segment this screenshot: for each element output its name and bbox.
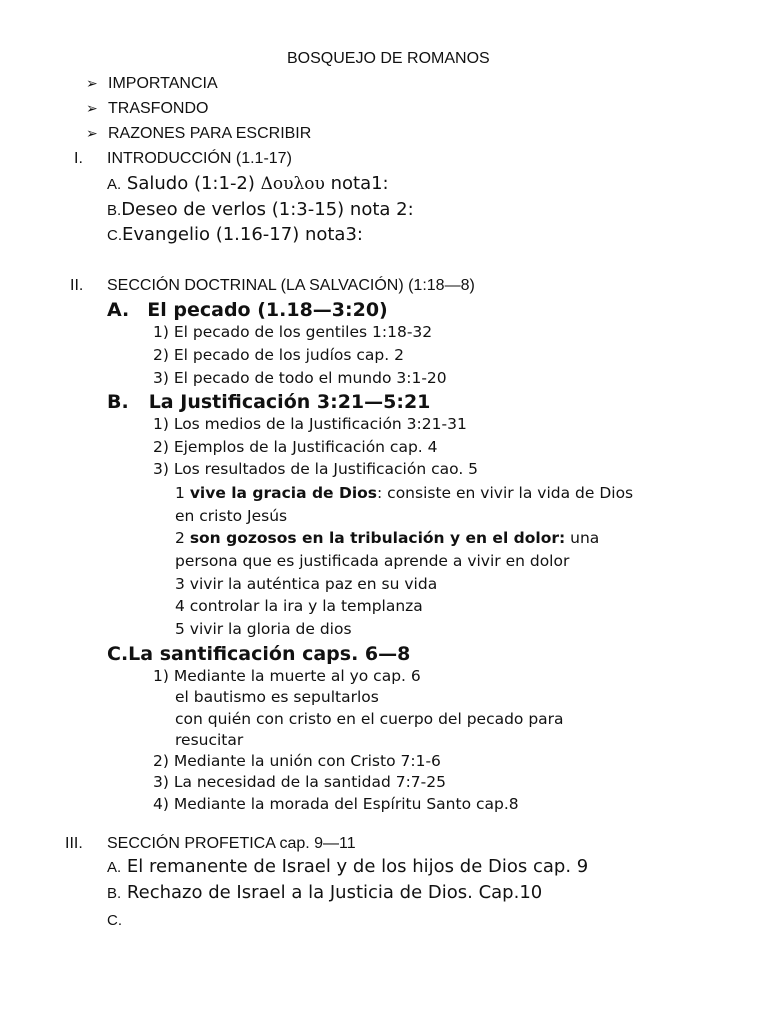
list-item: B. Rechazo de Israel a la Justicia de Dios. Cap.10 bbox=[107, 882, 543, 903]
arrow-bullet-icon: ➢ bbox=[86, 75, 98, 91]
result-item: 2 son gozosos en la tribulación y en el dolor: una bbox=[175, 529, 600, 547]
subsection-heading: B. La Justificación 3:21—5:21 bbox=[107, 391, 431, 413]
section-heading: INTRODUCCIÓN (1.1-17) bbox=[107, 150, 292, 167]
list-item-continued: resucitar bbox=[175, 731, 244, 749]
bullet-item: ➢ TRASFONDO bbox=[86, 100, 209, 117]
greek-word: Δουλου bbox=[260, 174, 325, 194]
bullet-item: ➢ IMPORTANCIA bbox=[86, 75, 218, 92]
list-item: 2) Mediante la unión con Cristo 7:1-6 bbox=[153, 752, 441, 770]
result-item-continued: persona que es justificada aprende a vivir en dolor bbox=[175, 552, 570, 570]
list-item: 2) El pecado de los judíos cap. 2 bbox=[153, 346, 404, 364]
list-item-continued: el bautismo es sepultarlos bbox=[175, 688, 379, 706]
bullet-item: ➢ RAZONES PARA ESCRIBIR bbox=[86, 125, 312, 142]
result-item: 5 vivir la gloria de dios bbox=[175, 620, 352, 638]
result-item: 4 controlar la ira y la templanza bbox=[175, 597, 423, 615]
list-item: 3) El pecado de todo el mundo 3:1-20 bbox=[153, 369, 447, 387]
list-item: 4) Mediante la morada del Espíritu Santo cap.8 bbox=[153, 795, 519, 813]
list-item: 3) Los resultados de la Justificación cao. 5 bbox=[153, 460, 479, 478]
result-item-continued: en cristo Jesús bbox=[175, 507, 288, 525]
list-item: 2) Ejemplos de la Justificación cap. 4 bbox=[153, 438, 438, 456]
list-item: 1) El pecado de los gentiles 1:18-32 bbox=[153, 323, 433, 341]
list-item: A. El remanente de Israel y de los hijos de Dios cap. 9 bbox=[107, 856, 589, 877]
arrow-bullet-icon: ➢ bbox=[86, 100, 98, 116]
list-item: A. Saludo (1:1-2) Δουλου nota1: bbox=[107, 173, 389, 194]
list-item: B.Deseo de verlos (1:3-15) nota 2: bbox=[107, 199, 414, 220]
section-heading: SECCIÓN PROFETICA cap. 9—11 bbox=[107, 835, 356, 852]
list-item-continued: con quién con cristo en el cuerpo del pecado para bbox=[175, 710, 564, 728]
list-item: C.Evangelio (1.16-17) nota3: bbox=[107, 224, 363, 245]
subsection-heading: C.La santificación caps. 6—8 bbox=[107, 643, 411, 665]
document-title: BOSQUEJO DE ROMANOS bbox=[287, 50, 490, 67]
arrow-bullet-icon: ➢ bbox=[86, 125, 98, 141]
list-item: C. bbox=[107, 912, 122, 929]
list-item: 3) La necesidad de la santidad 7:7-25 bbox=[153, 773, 446, 791]
section-numeral: III. bbox=[65, 835, 83, 852]
list-item: 1) Los medios de la Justificación 3:21-31 bbox=[153, 415, 467, 433]
result-item: 1 vive la gracia de Dios: consiste en vivir la vida de Dios bbox=[175, 484, 634, 502]
result-item: 3 vivir la auténtica paz en su vida bbox=[175, 575, 438, 593]
subsection-heading: A. El pecado (1.18—3:20) bbox=[107, 299, 388, 321]
list-item: 1) Mediante la muerte al yo cap. 6 bbox=[153, 667, 421, 685]
section-numeral: II. bbox=[70, 277, 84, 294]
section-heading: SECCIÓN DOCTRINAL (LA SALVACIÓN) (1:18—8) bbox=[107, 277, 475, 294]
section-numeral: I. bbox=[74, 150, 83, 167]
